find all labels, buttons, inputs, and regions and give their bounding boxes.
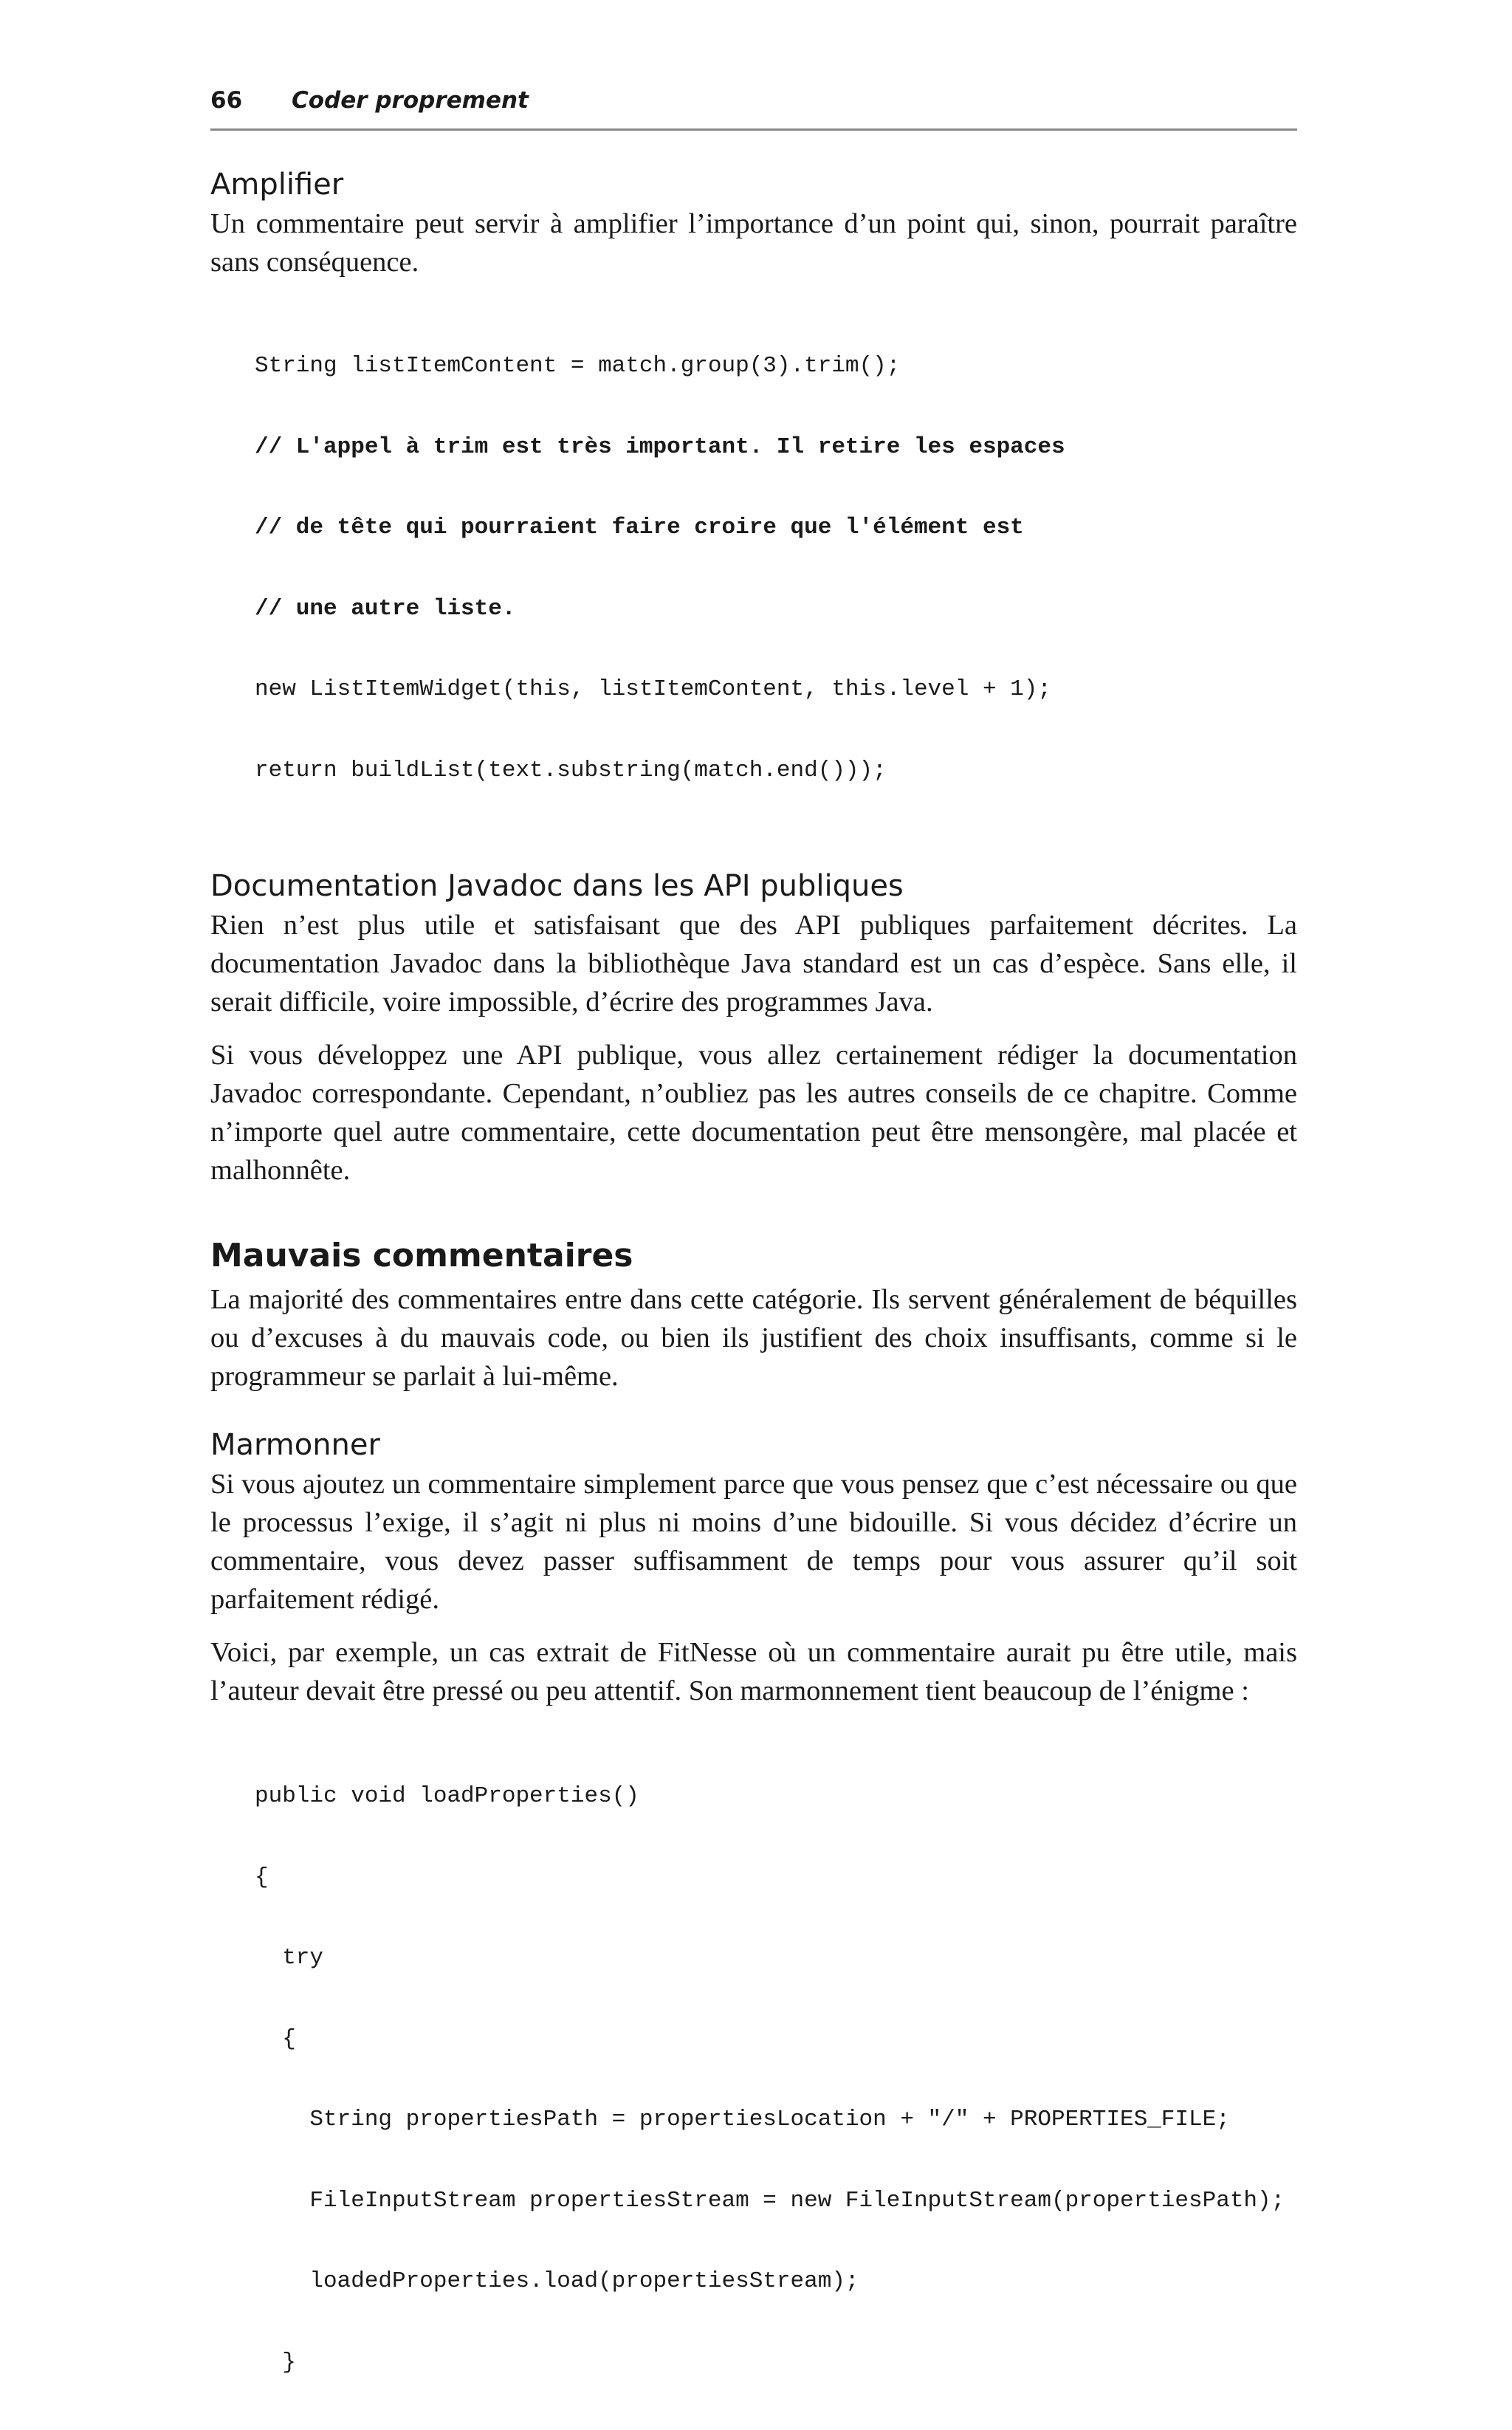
code-line: String listItemContent = match.group(3).trim(); [255,353,901,379]
code-comment-line: // de tête qui pourraient faire croire que l'élément est [255,515,1024,540]
code-line: { [255,2025,296,2052]
code-line: public void loadProperties() [255,1783,639,1809]
code-block-amplifier [255,299,1297,838]
javadoc-paragraph-2: Si vous développez une API publique, vous allez certainement rédiger la documentation Javadoc correspondante. Cependant, n’oubliez pas les autres conseils de ce chapitre. Comme n’importe quel autre commentaire, cette documentation peut être mensongère, mal placée et malhonnête. [210,1040,1297,1186]
amplifier-paragraph: Un commentaire peut servir à amplifier l’importance d’un point qui, sinon, pourrait paraître sans conséquence. [210,208,1297,278]
running-head [210,87,1297,131]
running-title: Coder proprement [292,87,529,114]
book-page [210,87,1297,2430]
code-line: FileInputStream propertiesStream = new FileInputStream(propertiesPath); [255,2187,1285,2214]
code-line: } [255,2349,296,2375]
section-heading-marmonner: Marmonner [210,1428,380,1462]
marmonner-paragraph-1: Si vous ajoutez un commentaire simplement parce que vous pensez que c’est nécessaire ou que le processus l’exige, il s’agit ni plus ni moins d’une bidouille. Si vous décidez d’écrire un commentaire, vous devez passer suffisamment de temps pour vous assurer qu’il soit parfaitement rédigé. [210,1469,1297,1615]
code-line: new ListItemWidget(this, listItemContent, this.level + 1); [255,676,1051,702]
page-number: 66 [210,87,243,114]
mauvais-paragraph: La majorité des commentaires entre dans cette catégorie. Ils servent généralement de béquilles ou d’excuses à du mauvais code, ou bien ils justifient des choix insuffisants, comme si le programmeur se parlait à lui-même. [210,1284,1297,1392]
code-line: return buildList(text.substring(match.end())); [255,757,887,783]
code-line: try [255,1945,324,1971]
section-heading-amplifier: Amplifier [210,168,344,202]
code-line: String propertiesPath = propertiesLocation + "/" + PROPERTIES_FILE; [255,2107,1230,2132]
marmonner-paragraph-2: Voici, par exemple, un cas extrait de FitNesse où un commentaire aurait pu être utile, mais l’auteur devait être pressé ou peu attentif. Son marmonnement tient beaucoup de l’énigme : [210,1637,1297,1706]
javadoc-paragraph-1: Rien n’est plus utile et satisfaisant que des API publiques parfaitement décrites. La documentation Javadoc dans la bibliothèque Java standard est un cas d’espèce. Sans elle, il serait difficile, voire impossible, d’écrire des programmes Java. [210,910,1297,1017]
section-heading-javadoc: Documentation Javadoc dans les API publiques [210,869,904,903]
code-line: { [255,1864,269,1890]
code-line: loadedProperties.load(propertiesStream); [255,2268,859,2294]
section-heading-mauvais-commentaires: Mauvais commentaires [210,1237,633,1274]
code-comment-line: // une autre liste. [255,595,516,622]
code-block-load-properties [255,1729,1297,2430]
code-comment-line: // L'appel à trim est très important. Il retire les espaces [255,433,1065,460]
